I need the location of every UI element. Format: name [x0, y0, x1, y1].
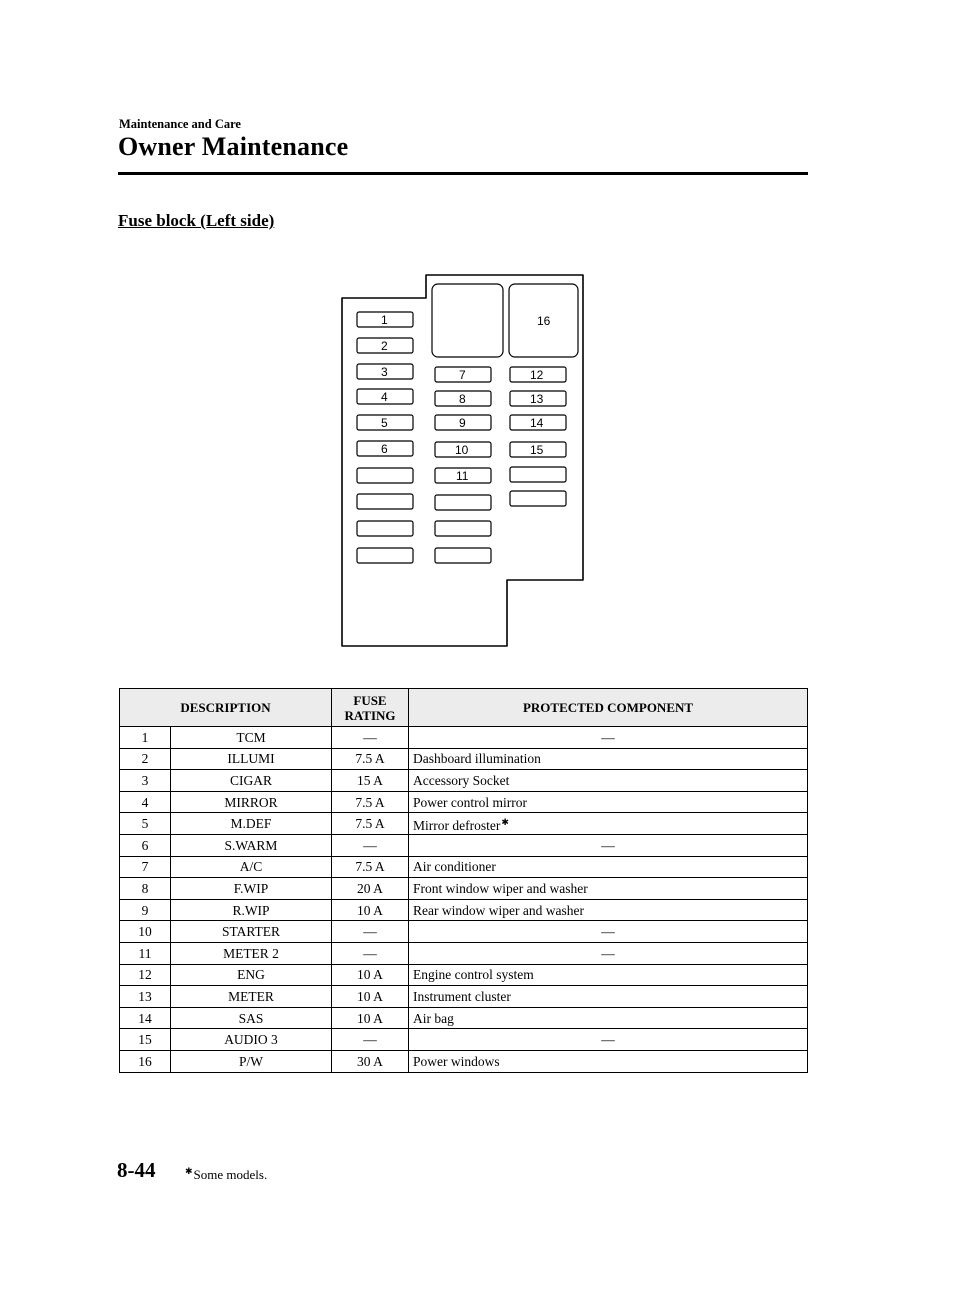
fuse-rating-cell [332, 813, 409, 835]
fuse-label: 3 [381, 365, 388, 379]
footnote-star-icon: ✱ [185, 1166, 193, 1176]
fuse-block-heading: Fuse block (Left side) [118, 211, 275, 230]
footnote-star-icon: ✱ [501, 816, 509, 827]
fuse-number-cell-text: 1 [141, 729, 149, 745]
fuse-number-cell-text: 6 [141, 837, 149, 853]
protected-component-cell-text: — [601, 924, 615, 940]
fuse-number-cell-text: 5 [141, 816, 149, 832]
fuse-number-cell-text: 13 [138, 988, 152, 1004]
fuse-label: 16 [537, 314, 551, 328]
protected-component-cell-text: Air bag [413, 1010, 454, 1026]
fuse-label: 10 [455, 443, 469, 457]
table-row [120, 1007, 808, 1029]
table-row [120, 834, 808, 856]
fuse-description-cell [171, 748, 332, 770]
fuse-panel-outline [342, 275, 583, 646]
large-fuse-slot-empty [432, 284, 503, 357]
fuse-label: 12 [530, 368, 544, 382]
fuse-rating-cell [332, 791, 409, 813]
fuse-label: 4 [381, 390, 388, 404]
fuse-description-cell-text: METER [228, 988, 274, 1004]
table-row [120, 791, 808, 813]
fuse-number-cell-text: 11 [138, 945, 152, 961]
fuse-number-cell-text: 15 [138, 1032, 152, 1048]
fuse-rating-cell [332, 856, 409, 878]
fuse-rating-cell-text: — [363, 837, 377, 853]
table-row [120, 878, 808, 900]
fuse-slot-empty [357, 548, 413, 563]
fuse-slot-empty [357, 521, 413, 536]
fuse-rating-cell [332, 878, 409, 900]
protected-component-header: PROTECTED COMPONENT [409, 689, 808, 727]
fuse-description-cell-text: METER 2 [223, 945, 279, 961]
fuse-description-cell [171, 791, 332, 813]
fuse-description-cell-text: M.DEF [230, 816, 272, 832]
protected-component-cell [409, 878, 808, 900]
table-row [120, 1050, 808, 1072]
table-row [120, 899, 808, 921]
protected-component-cell-text: Power windows [413, 1053, 500, 1069]
fuse-description-cell [171, 899, 332, 921]
fuse-description-cell-text: F.WIP [233, 880, 269, 896]
fuse-description-cell [171, 942, 332, 964]
protected-component-cell [409, 770, 808, 792]
fuse-description-cell-text: MIRROR [224, 794, 278, 810]
fuse-description-cell [171, 1007, 332, 1029]
protected-component-cell [409, 1029, 808, 1051]
fuse-label: 1 [381, 313, 388, 327]
fuse-rating-cell-text: 15 A [357, 772, 383, 788]
protected-component-cell [409, 986, 808, 1008]
fuse-slot-empty [357, 494, 413, 509]
fuse-number-cell [120, 1029, 171, 1051]
protected-component-cell-text: Air conditioner [413, 859, 496, 875]
footnote [185, 1166, 267, 1183]
fuse-rating-cell [332, 986, 409, 1008]
fuse-rating-cell-text: 20 A [357, 880, 383, 896]
fuse-number-cell-text: 2 [141, 751, 149, 767]
protected-component-cell-text: Rear window wiper and washer [413, 902, 584, 918]
fuse-description-cell [171, 1050, 332, 1072]
fuse-number-cell [120, 921, 171, 943]
protected-component-cell-text: Accessory Socket [413, 772, 510, 788]
fuse-rating-cell-text: 7.5 A [355, 751, 385, 767]
fuse-description-cell [171, 727, 332, 749]
fuse-slot-empty [510, 467, 566, 482]
protected-component-cell [409, 942, 808, 964]
table-row [120, 813, 808, 835]
fuse-number-cell-text: 16 [138, 1053, 152, 1069]
fuse-number-cell-text: 9 [141, 902, 149, 918]
table-row [120, 770, 808, 792]
fuse-rating-header-line2: RATING [344, 707, 396, 723]
protected-component-cell-text: Dashboard illumination [413, 751, 541, 767]
protected-component-cell [409, 1050, 808, 1072]
fuse-rating-cell-text: 7.5 A [355, 816, 385, 832]
fuse-rating-cell-text: 7.5 A [355, 794, 385, 810]
protected-component-cell-text: Front window wiper and washer [413, 880, 588, 896]
fuse-description-cell-text: S.WARM [224, 837, 278, 853]
fuse-number-cell [120, 856, 171, 878]
fuse-label: 7 [459, 368, 466, 382]
fuse-number-cell [120, 727, 171, 749]
protected-component-cell-text: Mirror defroster [413, 817, 501, 833]
fuse-description-cell [171, 834, 332, 856]
protected-component-cell-text: — [601, 837, 615, 853]
fuse-rating-cell [332, 834, 409, 856]
fuse-rating-cell-text: 10 A [357, 967, 383, 983]
fuse-rating-cell-text: 10 A [357, 902, 383, 918]
fuse-rating-cell [332, 727, 409, 749]
protected-component-cell-text: — [601, 729, 615, 745]
protected-component-cell-text: Instrument cluster [413, 988, 511, 1004]
fuse-description-cell-text: P/W [238, 1053, 263, 1069]
fuse-number-cell-text: 12 [138, 967, 152, 983]
fuse-label: 6 [381, 442, 388, 456]
protected-component-cell-text: — [601, 945, 615, 961]
fuse-rating-cell [332, 964, 409, 986]
protected-component-cell [409, 834, 808, 856]
protected-component-cell [409, 791, 808, 813]
table-row [120, 942, 808, 964]
fuse-number-cell [120, 964, 171, 986]
fuse-number-cell [120, 813, 171, 835]
fuse-rating-cell-text: — [363, 1032, 377, 1048]
fuse-rating-cell [332, 770, 409, 792]
fuse-description-cell [171, 986, 332, 1008]
fuse-rating-cell-text: 10 A [357, 1010, 383, 1026]
protected-component-cell [409, 813, 808, 835]
fuse-description-cell-text: ENG [237, 967, 265, 983]
fuse-rating-cell-text: — [363, 729, 377, 745]
fuse-number-cell [120, 899, 171, 921]
section-label: Maintenance and Care [119, 117, 241, 131]
fuse-block-diagram [330, 265, 600, 660]
protected-component-cell [409, 856, 808, 878]
fuse-rating-cell-text: 10 A [357, 988, 383, 1004]
fuse-number-cell [120, 986, 171, 1008]
fuse-description-cell-text: ILLUMI [227, 751, 275, 767]
protected-component-cell [409, 1007, 808, 1029]
protected-component-cell [409, 899, 808, 921]
fuse-label: 13 [530, 392, 544, 406]
fuse-slot-empty [510, 491, 566, 506]
fuse-rating-cell-text: — [363, 924, 377, 940]
fuse-rating-cell [332, 748, 409, 770]
fuse-rating-cell-text: 30 A [357, 1053, 383, 1069]
fuse-description-cell-text: SAS [238, 1010, 264, 1026]
fuse-number-cell [120, 878, 171, 900]
fuse-label: 15 [530, 443, 544, 457]
fuse-description-cell [171, 921, 332, 943]
fuse-slot-empty [435, 495, 491, 510]
protected-component-cell [409, 748, 808, 770]
fuse-description-cell [171, 770, 332, 792]
description-header: DESCRIPTION [120, 689, 332, 727]
fuse-number-cell [120, 791, 171, 813]
page-number: 8-44 [117, 1158, 156, 1182]
fuse-number-cell-text: 10 [138, 924, 152, 940]
fuse-slot-empty [435, 521, 491, 536]
fuse-rating-cell [332, 942, 409, 964]
table-row [120, 986, 808, 1008]
fuse-number-cell [120, 1050, 171, 1072]
protected-component-cell [409, 964, 808, 986]
fuse-label: 14 [530, 416, 544, 430]
fuse-rating-cell-text: — [363, 945, 377, 961]
fuse-rating-cell [332, 1029, 409, 1051]
fuse-rating-cell [332, 921, 409, 943]
fuse-number-cell [120, 834, 171, 856]
protected-component-cell [409, 921, 808, 943]
fuse-description-cell [171, 1029, 332, 1051]
fuse-label: 9 [459, 416, 466, 430]
title-divider [118, 172, 808, 175]
fuse-description-cell-text: R.WIP [232, 902, 270, 918]
protected-component-cell-text: Power control mirror [413, 794, 527, 810]
fuse-number-cell-text: 4 [141, 794, 149, 810]
fuse-label: 2 [381, 339, 388, 353]
fuse-rating-header [332, 689, 409, 727]
fuse-table [119, 688, 808, 1073]
table-row [120, 727, 808, 749]
fuse-rating-cell-text: 7.5 A [355, 859, 385, 875]
table-row [120, 964, 808, 986]
fuse-number-cell-text: 8 [141, 880, 149, 896]
fuse-rating-cell [332, 1007, 409, 1029]
footnote-text: Some models. [193, 1167, 268, 1182]
fuse-description-cell [171, 964, 332, 986]
protected-component-cell-text: Engine control system [413, 967, 534, 983]
fuse-description-cell-text: STARTER [221, 924, 281, 940]
table-row [120, 748, 808, 770]
table-header-row [120, 689, 808, 727]
fuse-label: 8 [459, 392, 466, 406]
fuse-number-cell [120, 748, 171, 770]
fuse-number-cell [120, 942, 171, 964]
fuse-description-cell [171, 878, 332, 900]
fuse-description-cell-text: A/C [239, 859, 263, 875]
protected-component-cell [409, 727, 808, 749]
fuse-label: 11 [456, 469, 469, 483]
fuse-label: 5 [381, 416, 388, 430]
fuse-rating-header-line1: FUSE [353, 692, 387, 708]
fuse-description-cell [171, 813, 332, 835]
table-row [120, 856, 808, 878]
fuse-description-cell-text: CIGAR [229, 772, 272, 788]
fuse-number-cell [120, 1007, 171, 1029]
fuse-description-cell-text: TCM [236, 729, 266, 745]
fuse-description-cell-text: AUDIO 3 [224, 1032, 278, 1048]
fuse-number-cell-text: 14 [138, 1010, 152, 1026]
table-row [120, 921, 808, 943]
table-row [120, 1029, 808, 1051]
fuse-slot-empty [435, 548, 491, 563]
protected-component-cell-text: — [601, 1032, 615, 1048]
fuse-number-cell [120, 770, 171, 792]
fuse-rating-cell [332, 899, 409, 921]
fuse-slot-empty [357, 468, 413, 483]
fuse-rating-cell [332, 1050, 409, 1072]
fuse-description-cell [171, 856, 332, 878]
fuse-number-cell-text: 3 [141, 772, 149, 788]
page-title: Owner Maintenance [118, 132, 349, 161]
fuse-number-cell-text: 7 [141, 859, 149, 875]
